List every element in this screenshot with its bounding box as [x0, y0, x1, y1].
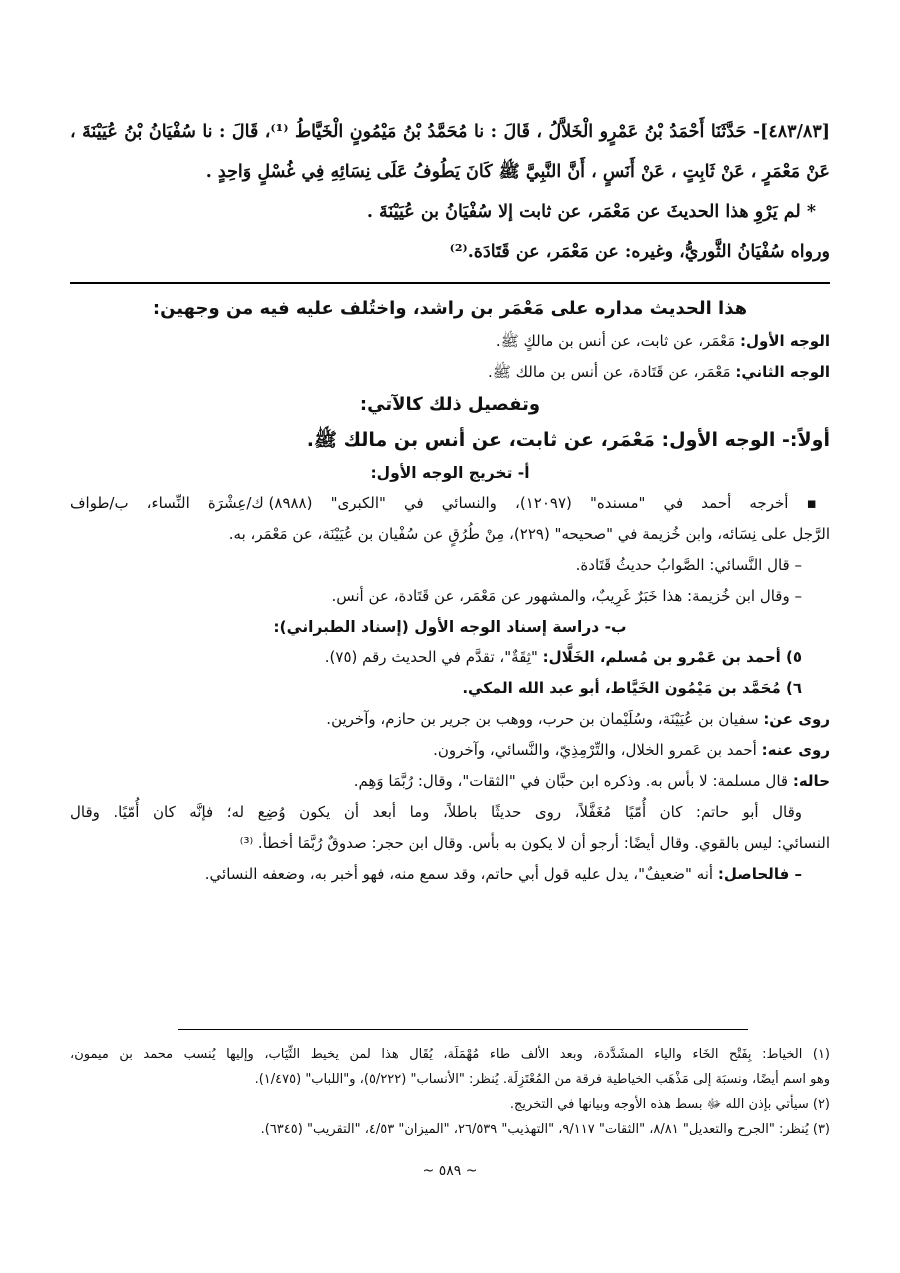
wajh-2-label: الوجه الثاني: [735, 363, 830, 381]
narrator-status [70, 766, 830, 797]
footnote-2: (٢) سيأتي بإذن الله ﷻ بسط هذه الأوجه وبيانها في التخريج. [509, 1097, 830, 1112]
narrator-5-grade: "ثِقَةٌ"، تقدَّم في الحديث رقم (٧٥). [324, 648, 543, 666]
detail-heading: وتفصيل ذلك كالآتي: [359, 394, 541, 415]
rawa-anhu-text: أحمد بن عَمرو الخلال، والتِّرْمِذِيّ، والنَّسائي، وآخرون. [433, 741, 762, 759]
narrator-5-name: ٥) أحمد بن عَمْرو بن مُسلم، الخَلَّال: [542, 648, 802, 666]
nasai-note: – قال النَّسائي: الصَّوابُ حديثُ قَتَادة. [575, 556, 802, 574]
conclusion [70, 859, 830, 890]
study-body [70, 326, 830, 890]
abuhatim-paragraph: وقال أبو حاتم: كان أُمّيًا مُغَفَّلاً، روى حديثًا باطلاً، وما أبعد أن يكون وُضِع له؛ فإنَّه كان أُمّيًا. وقال [70, 803, 802, 821]
conclusion-text: أنه "ضعيفٌ"، يدل عليه قول أبي حاتم، وقد سمع منه، فهو أخبر به، وضعفه النسائي. [204, 865, 718, 883]
abuhatim-paragraph: النسائي: ليس بالقوي. وقال أيضًا: أرجو أن لا يكون به بأس. وقال ابن حجر: صدوقٌ رُبَّمَا أخطأ. ⁽³⁾ [239, 834, 830, 852]
status-label: حاله: [792, 772, 830, 790]
takhrij-paragraph: الرَّجل على نِسَائه، وابن خُزيمة في "صحيحه" (٢٢٩)، مِنْ طُرُقٍ عن سُفْيان بن عُيَيْنَة، عن مَعْمَر، به. [228, 525, 830, 543]
wajh-1 [70, 326, 830, 357]
rawa-an [70, 704, 830, 735]
hadith-text [70, 112, 830, 272]
study-heading: هذا الحديث مداره على مَعْمَر بن راشد، واختُلف عليه فيه من وجهين: [152, 298, 748, 319]
hadith-comment: * لم يَرْوِ هذا الحديثَ عن مَعْمَر، عن ثابت إلا سُفْيَانُ بن عُيَيْنَةَ . [366, 202, 816, 222]
section-divider [70, 282, 830, 284]
takhrij-paragraph: ▪ أخرجه أحمد في "مسنده" (١٢٠٩٧)، والنسائي في "الكبرى" (٨٩٨٨) ك/عِشْرَة النِّساء، ب/طواف [70, 494, 830, 512]
page-body [70, 112, 830, 890]
hadith-comment: ورواه سُفْيَانُ الثَّوريُّ، وغيره: عن مَعْمَر، عن قَتَادَة.⁽²⁾ [449, 242, 830, 262]
wajh-1-label: الوجه الأول: [740, 332, 830, 350]
wajh-1-text: مَعْمَر، عن ثابت، عن أنس بن مالكٍ ﷺ. [495, 332, 741, 350]
page-number: ~ ٥٨٩ ~ [422, 1163, 478, 1179]
status-text: قال مسلمة: لا بأس به. وذكره ابن حبَّان في "الثقات"، وقال: رُبَّمَا وَهِم. [353, 772, 793, 790]
takhrij-heading: أ- تخريج الوجه الأول: [370, 464, 530, 482]
wajh-2-text: مَعْمَر، عن قَتَادة، عن أنس بن مالك ﷺ. [487, 363, 736, 381]
footnote-1-cont: وهو اسم أيضًا، ونسبَة إلى مَذْهَب الخياطية فرقة من المُعْتَزِلَة. يُنظر: "الأنساب" (٥/٢٢٢)، و"اللباب" (١/٤٧٥). [254, 1072, 830, 1087]
hadith-line: [٤٨٣/٨٣]- حَدَّثَنَا أَحْمَدُ بْنُ عَمْرٍو الْخَلاَّلُ ، قَالَ : نا مُحَمَّدُ بْنُ مَيْمُونٍ الْخَيَّاطُ ⁽¹⁾، قَالَ : نا سُفْيَانُ بْنُ عُيَيْنَةَ ، [70, 122, 830, 142]
rawa-anhu-label: روى عنه: [761, 741, 830, 759]
rawa-anhu [70, 735, 830, 766]
wajh-2 [70, 357, 830, 388]
conclusion-label: – فالحاصل: [717, 865, 802, 883]
first-aspect-heading: أولاً:- الوجه الأول: مَعْمَر، عن ثابت، عن أنس بن مالك ﷺ. [306, 429, 830, 451]
isnad-heading: ب- دراسة إسناد الوجه الأول (إسناد الطبراني): [273, 618, 627, 636]
footnote-1: (١) الخياط: بِفَتْح الخَاء والياء المشَدَّدة، وبعد الألف طاء مُهْمَلَة، يُقَال هذا لمن يخيط الثِّيَاب، وإليها يُنسب محمد بن ميمون، [70, 1047, 830, 1062]
hadith-line: عَنْ مَعْمَرٍ ، عَنْ ثَابِتٍ ، عَنْ أَنَسٍ ، أَنَّ النَّبِيَّ ﷺ كَانَ يَطُوفُ عَلَى نِسَائِهِ فِي غُسْلٍ وَاحِدٍ . [205, 162, 830, 182]
footnotes [70, 1042, 830, 1142]
footnote-divider [178, 1029, 748, 1030]
footnote-3: (٣) يُنظر: "الجرح والتعديل" ٨/٨١، "الثقات" ٩/١١٧، "التهذيب" ٢٦/٥٣٩، "الميزان" ٤/٥٣، "التقريب" (٦٣٤٥). [260, 1122, 830, 1137]
khuzaima-note: – وقال ابن خُزيمة: هذا خَبَرٌ غَرِيبٌ، والمشهور عن مَعْمَر، عن قَتَادة، عن أنس. [331, 587, 802, 605]
narrator-6 [70, 673, 830, 704]
narrator-5 [70, 642, 830, 673]
narrator-6-name: ٦) مُحَمَّد بن مَيْمُون الخَيَّاط، أبو عبد الله المكي. [462, 679, 802, 697]
rawa-an-label: روى عن: [763, 710, 830, 728]
rawa-an-text: سفيان بن عُيَيْنَة، وسُلَيْمان بن حرب، ووهب بن جرير بن حازم، وآخرين. [326, 710, 764, 728]
